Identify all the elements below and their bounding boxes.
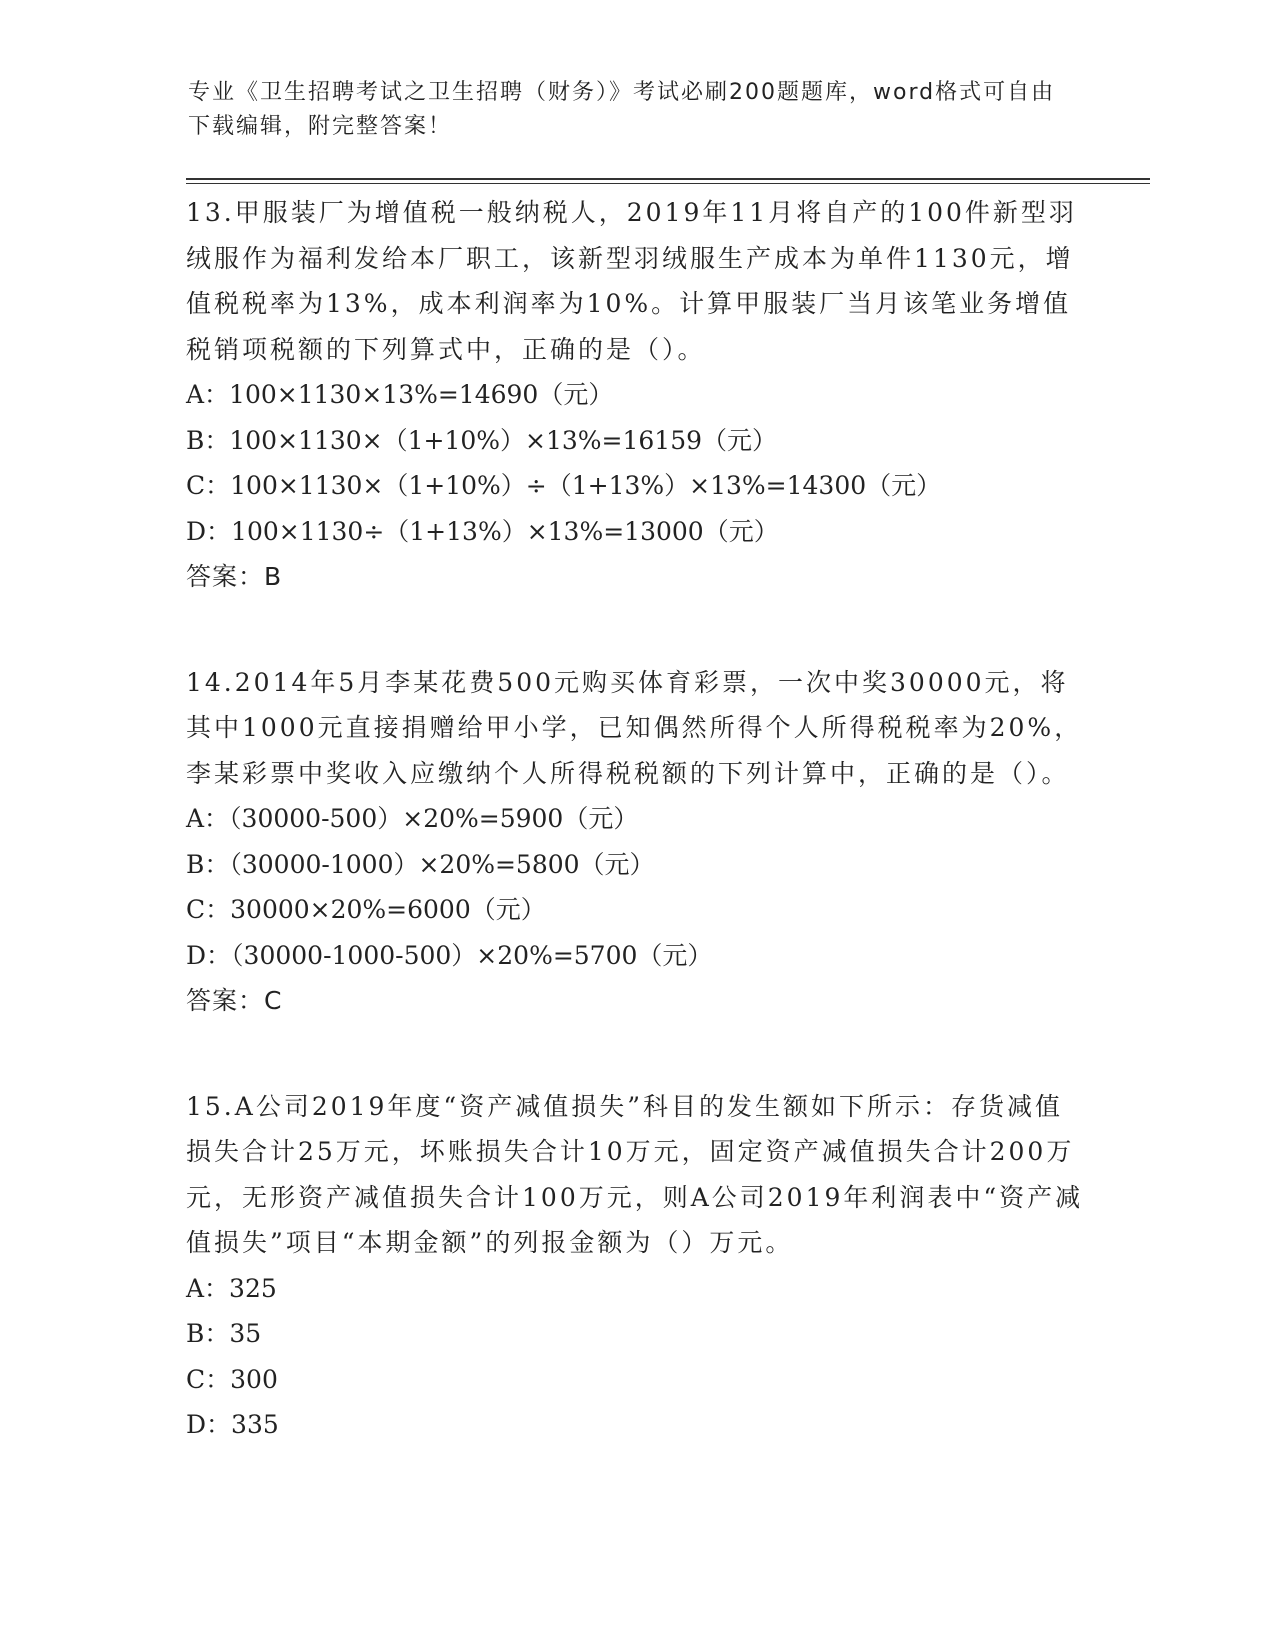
answer-line: 答案：B: [186, 562, 283, 591]
header-divider-thin: [186, 183, 1150, 184]
option-a: A：100×1130×13%=14690（元）: [186, 380, 614, 409]
header-divider-thick: [186, 178, 1150, 180]
option-d: D：335: [186, 1410, 279, 1439]
option-b: B：100×1130×（1+10%）×13%=16159（元）: [186, 425, 778, 455]
question-15: [186, 1084, 1086, 1448]
question-13: [186, 190, 1086, 600]
option-a: A：325: [186, 1273, 277, 1303]
option-c: C：300: [186, 1364, 278, 1394]
question-list: [186, 190, 1086, 1508]
option-b: B：35: [186, 1319, 262, 1348]
question-text: 13.甲服装厂为增值税一般纳税人，2019年11月将自产的100件新型羽绒服作为福利发给本厂职工，该新型羽绒服生产成本为单件1130元，增值税税率为13%，成本利润率为10%。计算甲服装厂当月该笔业务增值税销项税额的下列算式中，正确的是（）。: [186, 198, 1077, 364]
answer-line: 答案：C: [186, 986, 283, 1015]
question-text: 15.A公司2019年度“资产减值损失”科目的发生额如下所示：存货减值损失合计25万元，坏账损失合计10万元，固定资产减值损失合计200万元，无形资产减值损失合计100万元，则A公司2019年利润表中“资产减值损失”项目“本期金额”的列报金额为（）万元。: [186, 1091, 1084, 1257]
document-header: 专业《卫生招聘考试之卫生招聘（财务）》考试必刷200题题库，word格式可自由下载编辑，附完整答案！: [188, 80, 1056, 139]
option-a: A：（30000-500）×20%=5900（元）: [186, 804, 639, 833]
question-14: [186, 660, 1086, 1024]
option-c: C：30000×20%=6000（元）: [186, 895, 546, 924]
option-d: D：100×1130÷（1+13%）×13%=13000（元）: [186, 516, 779, 546]
option-d: D：（30000-1000-500）×20%=5700（元）: [186, 940, 713, 970]
option-c: C：100×1130×（1+10%）÷（1+13%）×13%=14300（元）: [186, 471, 942, 500]
question-text: 14.2014年5月李某花费500元购买体育彩票，一次中奖30000元，将其中1000元直接捐赠给甲小学，已知偶然所得个人所得税税率为20%，李某彩票中奖收入应缴纳个人所得税税额的下列计算中，正确的是（）。: [186, 667, 1083, 788]
option-b: B：（30000-1000）×20%=5800（元）: [186, 849, 655, 879]
